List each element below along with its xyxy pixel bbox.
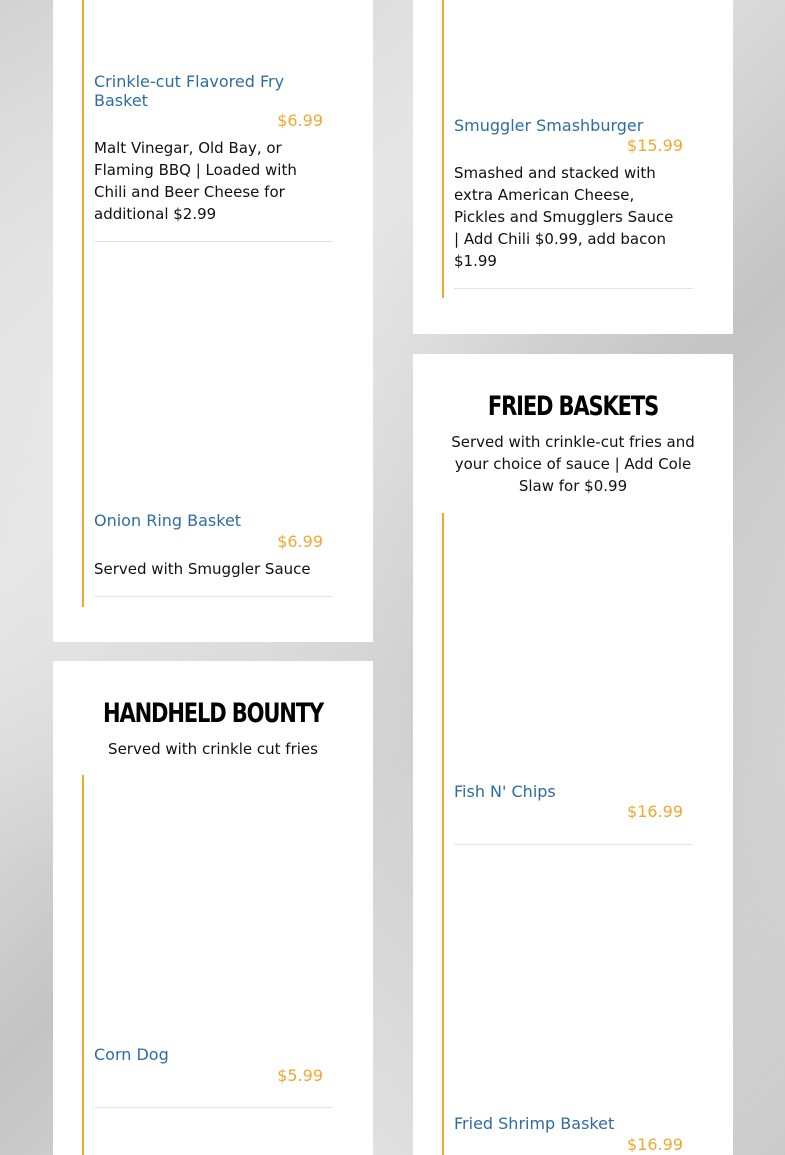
item-name-crinkle-fry[interactable]: Crinkle-cut Flavored Fry Basket (94, 72, 285, 110)
item-desc-onion-ring: Served with Smuggler Sauce (94, 560, 311, 578)
section-title: HANDHELD BOUNTY (102, 698, 324, 729)
menu-card-fried-baskets (413, 354, 733, 1155)
item-divider (94, 1107, 333, 1108)
section-description: Served with crinkle cut fries (108, 740, 318, 758)
item-name-onion-ring[interactable]: Onion Ring Basket (94, 511, 242, 530)
accent-line (442, 0, 444, 298)
accent-line (82, 0, 84, 607)
menu-card-handheld-bounty (53, 661, 373, 1155)
item-divider (454, 844, 693, 845)
item-desc-crinkle-fry: Malt Vinegar, Old Bay, or Flaming BBQ | Loaded with Chili and Beer Cheese for additional $2.99 (94, 139, 297, 223)
accent-line (82, 775, 84, 1155)
item-name-smashburger[interactable]: Smuggler Smashburger (454, 116, 644, 135)
item-divider (94, 241, 333, 242)
item-name-fried-shrimp[interactable]: Fried Shrimp Basket (454, 1114, 615, 1133)
menu-card-burgers (413, 0, 733, 334)
item-price-onion-ring: $6.99 (277, 532, 323, 551)
section-description: Served with crinkle-cut fries and your choice of sauce | Add Cole Slaw for $0.99 (451, 433, 695, 495)
item-divider (94, 596, 333, 597)
item-price-smashburger: $15.99 (627, 136, 683, 155)
item-price-fried-shrimp: $16.99 (627, 1135, 683, 1154)
item-price-crinkle-fry: $6.99 (277, 111, 323, 130)
accent-line (442, 513, 444, 1155)
item-price-fish-chips: $16.99 (627, 802, 683, 821)
item-divider (454, 288, 693, 289)
menu-card-sides (53, 0, 373, 642)
item-price-corn-dog: $5.99 (277, 1066, 323, 1085)
item-desc-smashburger: Smashed and stacked with extra American Cheese, Pickles and Smugglers Sauce | Add Chili $0.99, add bacon $1.99 (454, 164, 674, 270)
section-title: FRIED BASKETS (487, 391, 659, 422)
item-name-corn-dog[interactable]: Corn Dog (94, 1045, 169, 1064)
item-name-fish-chips[interactable]: Fish N' Chips (454, 782, 556, 801)
